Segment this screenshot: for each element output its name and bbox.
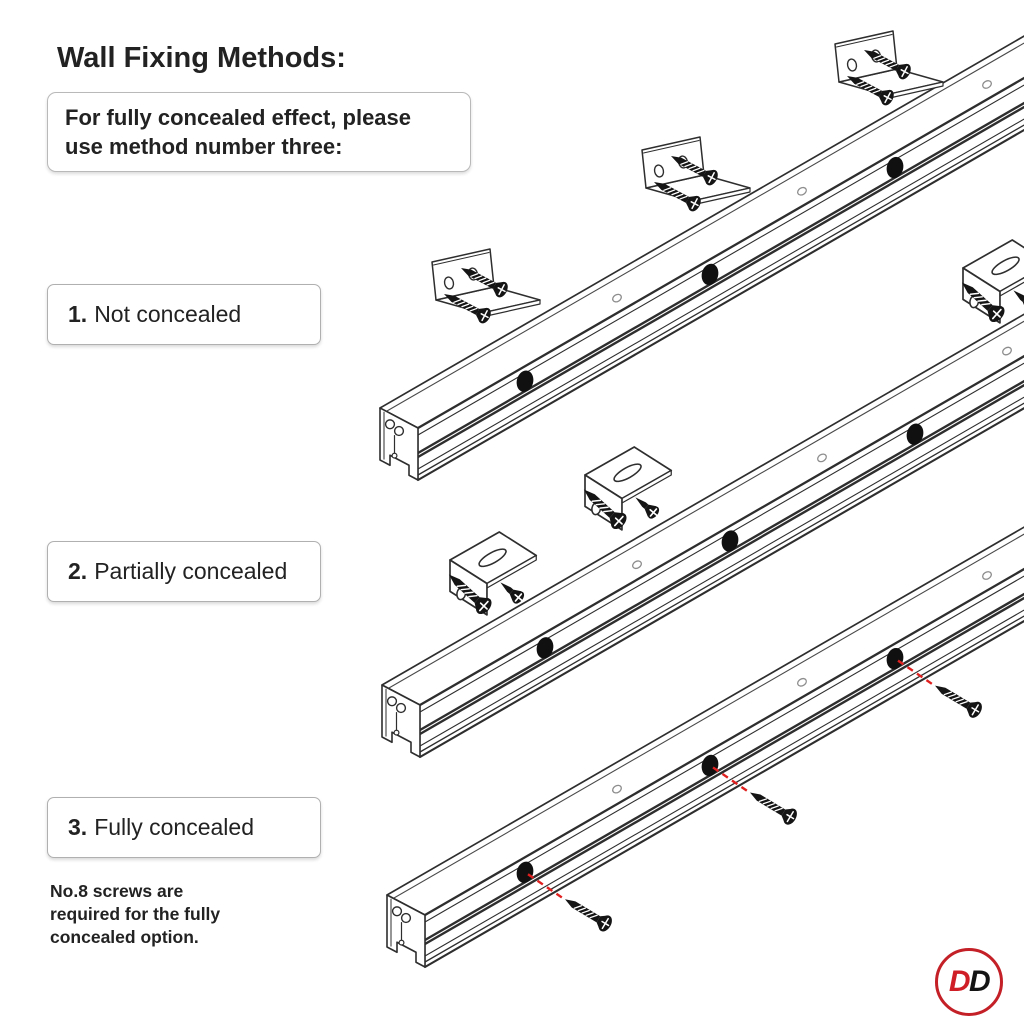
- roller-wheel: [395, 427, 404, 436]
- note-line-1: No.8 screws are: [50, 881, 184, 901]
- method-text: Not concealed: [94, 301, 242, 327]
- method-number: 3.: [68, 814, 88, 840]
- note-line-3: concealed option.: [50, 926, 199, 947]
- l-bracket: [642, 137, 750, 213]
- roller-wheel: [388, 697, 397, 706]
- note-line-2: required for the fully: [50, 903, 221, 924]
- page-title: Wall Fixing Methods:: [57, 42, 346, 74]
- l-bracket: [432, 249, 540, 325]
- clamp-bracket: [578, 447, 672, 532]
- dd-logo: [935, 948, 1003, 1016]
- method-text: Partially concealed: [94, 558, 288, 584]
- method-number: 1.: [68, 301, 88, 327]
- method-number: 2.: [68, 558, 88, 584]
- no8-screw: [631, 492, 661, 521]
- roller-wheel: [397, 704, 406, 713]
- roller-wheel: [393, 907, 402, 916]
- no8-screw: [931, 678, 985, 720]
- rail-top-face: [380, 34, 1024, 428]
- no8-screw: [746, 785, 800, 827]
- method-label-partially-concealed: [47, 541, 321, 602]
- info-callout: [47, 92, 471, 172]
- clamp-bracket: [956, 240, 1024, 325]
- method-label-not-concealed: [47, 284, 321, 345]
- screw-note: [50, 880, 270, 948]
- logo-letter-d-red: D: [948, 965, 969, 998]
- no8-screw: [561, 892, 615, 934]
- method-label-fully-concealed: [47, 797, 321, 858]
- info-line-2: use method number three:: [65, 134, 343, 159]
- no8-screw: [496, 577, 526, 606]
- logo-letter-d-black: D: [969, 965, 990, 998]
- info-line-1: For fully concealed effect, please: [65, 104, 412, 130]
- roller-wheel: [402, 914, 411, 923]
- roller-wheel: [386, 420, 395, 429]
- method-text: Fully concealed: [94, 814, 254, 840]
